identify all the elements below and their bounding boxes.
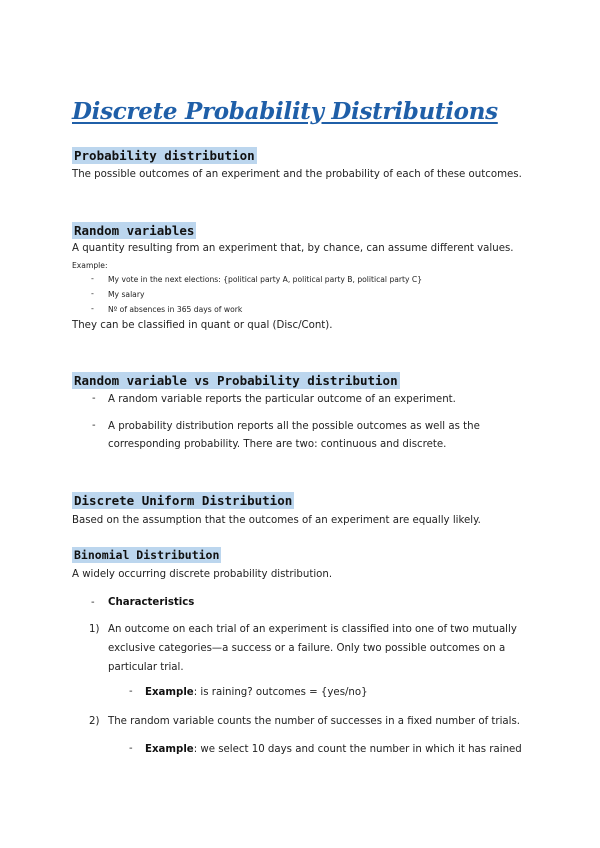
characteristics-label xyxy=(108,597,194,608)
uniform-text: Based on the assumption that the outcomes of an experiment are equally likely. xyxy=(72,515,481,526)
example2-text: : we select 10 days and count the number in which it has rained xyxy=(193,744,522,755)
item2-text: The random variable counts the number of successes in a fixed number of trials. xyxy=(108,716,521,727)
example-item: My salary xyxy=(108,290,145,299)
item1-line: particular trial. xyxy=(108,662,184,673)
bullet-dash: - xyxy=(91,597,95,608)
classified-text: They can be classified in quant or qual (Disc/Cont). xyxy=(72,320,333,331)
example1-text: : is raining? outcomes = {yes/no} xyxy=(193,687,368,698)
item2-number: 2) xyxy=(89,716,100,727)
item1-line: exclusive categories—a success or a failure. Only two possible outcomes on a xyxy=(108,643,506,654)
heading-random-variables: Random variables xyxy=(74,223,195,238)
rv-vs-pd-bullet-cont: corresponding probability. There are two: continuous and discrete. xyxy=(108,439,447,450)
bullet-dash: - xyxy=(91,304,94,313)
example1 xyxy=(145,687,368,698)
heading-binomial: Binomial Distribution xyxy=(74,548,220,562)
item1-number: 1) xyxy=(89,624,100,635)
page-title: Discrete Probability Distributions xyxy=(72,98,498,125)
rv-vs-pd-bullet: A probability distribution reports all the possible outcomes as well as the xyxy=(108,421,480,432)
example1-label: Example xyxy=(145,687,194,698)
example2 xyxy=(145,744,522,755)
bullet-dash: - xyxy=(91,289,94,298)
example-item: Nº of absences in 365 days of work xyxy=(108,305,243,314)
example2-label: Example xyxy=(145,744,194,755)
heading-rv-vs-pd: Random variable vs Probability distribution xyxy=(74,373,398,388)
bullet-dash: - xyxy=(92,420,96,431)
rv-vs-pd-bullet: A random variable reports the particular outcome of an experiment. xyxy=(108,394,456,405)
example-label: Example: xyxy=(72,261,108,270)
bullet-dash: - xyxy=(92,393,96,404)
random-variables-text: A quantity resulting from an experiment that, by chance, can assume different values. xyxy=(72,243,514,254)
item1-text xyxy=(108,620,517,677)
heading-discrete-uniform: Discrete Uniform Distribution xyxy=(74,493,293,508)
heading-probability-distribution: Probability distribution xyxy=(74,148,255,163)
bullet-dash: - xyxy=(129,743,133,754)
characteristics-bold: Characteristics xyxy=(108,597,195,608)
probability-distribution-text: The possible outcomes of an experiment and the probability of each of these outcomes. xyxy=(72,169,522,180)
example-item: My vote in the next elections: {political party A, political party B, political party C} xyxy=(108,275,423,284)
binomial-text: A widely occurring discrete probability distribution. xyxy=(72,569,333,580)
bullet-dash: - xyxy=(91,274,94,283)
bullet-dash: - xyxy=(129,686,133,697)
item1-line: An outcome on each trial of an experiment is classified into one of two mutually xyxy=(108,624,517,635)
